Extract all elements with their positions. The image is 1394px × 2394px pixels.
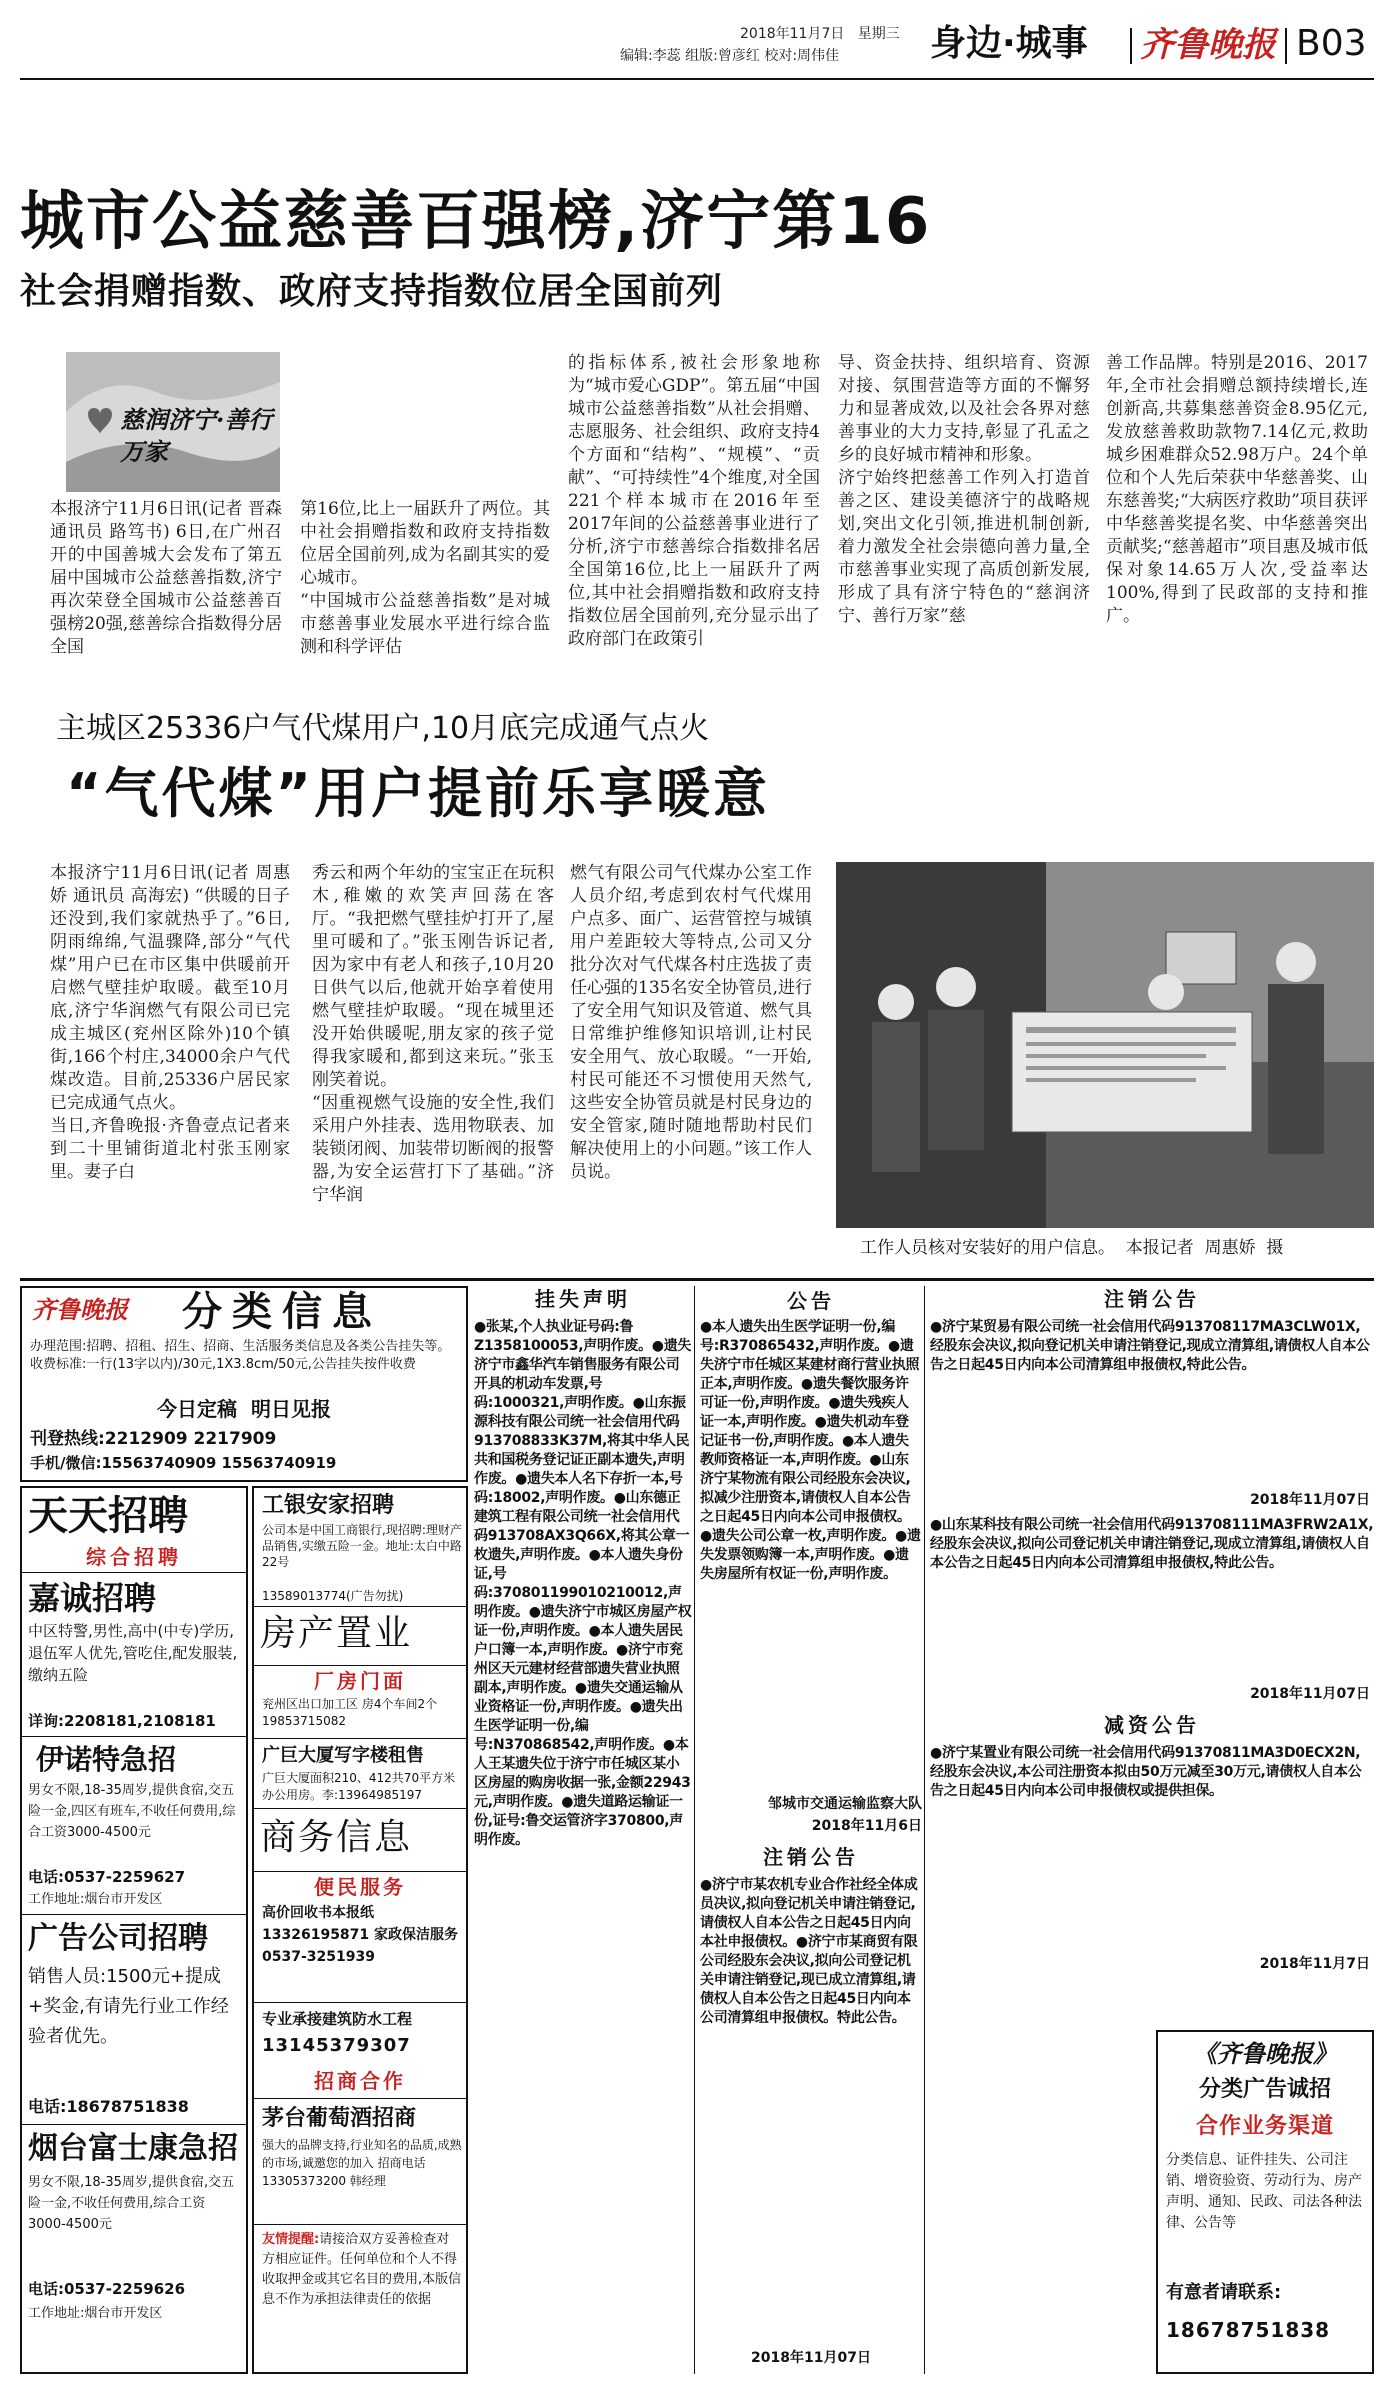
classified-top-rule: [20, 1278, 1374, 1281]
story2-col1: 本报济宁11月6日讯(记者 周惠娇 通讯员 高海宏) “供暖的日子还没到,我们家就热乎了。”6日,阴雨绵绵,气温骤降,部分“气代煤”用户已在市区集中供暖前开启燃气壁挂炉取暖。截至10月底,济宁华润燃气有限公司已完成主城区(兖州区除外)10个镇街,166个村庄,34000余户气代煤改造。目前,25336户居民家已完成通气点火。 当日,齐鲁晚报·齐鲁壹点记者来到二十里铺街道北村张玉刚家里。妻子白: [50, 863, 290, 1182]
ad-text-gongyin: 公司本是中国工商银行,现招聘:理财产品销售,实缴五险一金。地址:太白中路22号: [262, 1523, 462, 1569]
promo-text: 分类信息、证件挂失、公司注销、增资验资、劳动行为、房产声明、通知、民政、司法各种法律、公告等: [1166, 2152, 1362, 2231]
story2-kicker: 主城区25336户气代煤用户,10月底完成通气点火: [56, 711, 710, 746]
ad-tel-jiacheng: 详询:2208181,2108181: [28, 1712, 216, 1730]
ad-divider: [22, 1572, 246, 1573]
story2-photo: [836, 862, 1374, 1228]
ad-title-fangchan: 房产置业: [260, 1613, 413, 1654]
header-weekday: 星期三: [857, 26, 900, 42]
col4-text: ●本人遗失出生医学证明一份,编号:R370865432,声明作废。●遗失济宁市任城区某建材商行营业执照正本,声明作废。●遗失餐饮服务许可证一份,声明作废。●遗失残疾人证一本,声明作废。●遗失机动车登记证书一份,声明作废。●本人遗失教师资格证一本,声明作废。●山东济宁某物流有限公司经股东会决议,拟减少注册资本,请债权人自本公告之日起45日内向本公司申报债权。●遗失公司公章一枚,声明作废。●遗失发票领购簿一本,声明作废。●遗失房屋所有权证一份,声明作废。: [700, 1319, 921, 1582]
ad-text-yinuote: 男女不限,18-35周岁,提供食宿,交五险一金,四区有班车,不收任何费用,综合工资3000-4500元: [28, 1783, 236, 1840]
banner-text: 慈润济宁·善行万家: [120, 405, 273, 466]
ad-title-fangshui: 专业承接建筑防水工程: [262, 2010, 413, 2028]
classified-col3: [474, 1286, 692, 2374]
ad-title-gongyin: 工银安家招聘: [262, 1493, 395, 1518]
header-date-line: [740, 24, 900, 44]
classified-tagline: 今日定稿 明日见报: [157, 1397, 331, 1421]
ad-title-bianmin: 便民服务: [314, 1875, 406, 1899]
story1-col2: 第16位,比上一届跃升了两位。其中社会捐赠指数和政府支持指数位居全国前列,成为名副其实的爱心城市。 “中国城市公益慈善指数”是对城市慈善事业发展水平进行综合监测和科学评估: [300, 499, 550, 657]
col4-footer-date: 2018年11月6日: [811, 1818, 922, 1834]
col5-title: 注销公告: [1104, 1287, 1200, 1311]
ad-tel-yinuote: 电话:0537-2259627: [28, 1868, 186, 1886]
classified-header-box: [20, 1286, 468, 1482]
section-title: 身边·城事: [930, 23, 1088, 64]
header-divider-2: [1285, 28, 1287, 64]
header-date: 2018年11月7日: [740, 26, 845, 42]
classified-col1: [20, 1486, 248, 2374]
promo-phone: 18678751838: [1166, 2318, 1331, 2342]
ad-divider: [254, 2224, 466, 2225]
ad-addr-fushikang: 工作地址:烟台市开发区: [28, 2306, 163, 2321]
ad-title-fushikang: 烟台富士康急招: [28, 2131, 238, 2166]
header-editor-line: 编辑:李蕊 组版:曾彦红 校对:周伟佳: [620, 48, 840, 64]
classified-mobile: 手机/微信:15563740909 15563740919: [30, 1454, 337, 1472]
col-divider: [694, 1286, 695, 2374]
fangchan-section: [254, 1606, 466, 1666]
promo-sub: 分类广告诚招: [1198, 2076, 1331, 2102]
reminder-label: 友情提醒:: [262, 2232, 320, 2247]
ad-divider: [22, 1914, 246, 1915]
story1-col1: 本报济宁11月6日讯(记者 晋森 通讯员 路笃书) 6日,在广州召开的中国善城大会发布了第五届中国城市公益慈善指数,济宁再次荣登全国城市公益慈善百强榜20强,慈善综合指数得分居全国: [50, 499, 282, 657]
ad-sub-zonghe: 综合招聘: [86, 1545, 182, 1569]
col5-text: ●济宁某贸易有限公司统一社会信用代码913708117MA3CLW01X,经股东会决议,拟向登记机关申请注销登记,现成立清算组,请债权人自本公告之日起45日内向本公司清算组申报债权,特此公告。: [930, 1319, 1370, 1373]
col5-text2: ●山东某科技有限公司统一社会信用代码913708111MA3FRW2A1X,经股东会决议,拟向公司登记机关申请注销登记,现成立清算组,请债权人自本公告之日起45日内向本公司清算组申报债权,特此公告。: [930, 1517, 1374, 1571]
ad-tel-fushikang: 电话:0537-2259626: [28, 2280, 186, 2298]
paper-logo: 齐鲁晚报: [1140, 25, 1276, 65]
story1-col3: 的指标体系,被社会形象地称为“城市爱心GDP”。第五届“中国城市公益慈善指数”从社会捐赠、志愿服务、社会组织、政府支持4个方面和“结构”、“规模”、“贡献”、“可持续性”4个维度,对全国221个样本城市在2016年至2017年间的公益慈善事业进行了分析,济宁市慈善综合指数排名居全国第16位,比上一届跃升了两位,其中社会捐赠指数和政府支持指数位居全国前列,充分显示出了政府部门在政策引: [568, 353, 820, 649]
story1-title: 城市公益慈善百强榜,济宁第16: [20, 185, 932, 259]
ad-divider: [254, 2098, 466, 2099]
ad-title-jiacheng: 嘉诚招聘: [28, 1579, 157, 1617]
ad-text-bianmin: 高价回收书本报纸 13326195871 家政保洁服务 0537-3251939: [262, 1905, 459, 1965]
classified-hotline: 刊登热线:2212909 2217909: [30, 1429, 277, 1449]
story2-title: “气代煤”用户提前乐享暖意: [66, 762, 770, 825]
ad-title-tiantian: 天天招聘: [28, 1492, 188, 1539]
col5-title2: 减资公告: [1104, 1713, 1200, 1737]
col4-title: 公告: [787, 1289, 835, 1313]
page-number: B03: [1296, 23, 1367, 64]
col4-text2: ●济宁市某农机专业合作社经全体成员决议,拟向登记机关申请注销登记,请债权人自本公告之日起45日内向本社申报债权。●济宁市某商贸有限公司经股东会决议,拟向公司登记机关申请注销登记,现已成立清算组,请债权人自本公告之日起45日内向本公司清算组申报债权。特此公告。: [700, 1877, 918, 2026]
col4-notice-title: [700, 1288, 922, 1314]
col-divider: [924, 1286, 925, 2374]
ad-text-changfang: 兖州区出口加工区 房4个车间2个 19853715082: [262, 1697, 438, 1728]
ad-divider: [254, 1738, 466, 1739]
classified-logo: 齐鲁晚报: [32, 1295, 128, 1324]
story1-col5: 善工作品牌。特别是2016、2017年,全市社会捐赠总额持续增长,连创新高,共募集慈善资金8.95亿元,发放慈善救助款物7.14亿元,救助城乡困难群众52.98万户。24个单位和个人先后荣获中华慈善奖、山东慈善奖;“大病医疗救助”项目获评中华慈善奖提名奖、中华慈善突出贡献奖;“慈善超市”项目惠及城市低保对象14.65万人次,受益率达100%,得到了民政部的支持和推广。: [1106, 353, 1368, 626]
promo-box: [1156, 2030, 1374, 2374]
classified-intro: 办理范围:招聘、招租、招生、招商、生活服务类信息及各类公告挂失等。收费标准:一行(13字以内)/30元,1X3.8cm/50元,公告挂失按件收费: [30, 1339, 451, 1372]
story1-banner: [66, 352, 280, 492]
story2-photo-caption: 工作人员核对安装好的用户信息。 本报记者 周惠娇 摄: [860, 1238, 1284, 1258]
col5-text3: ●济宁某置业有限公司统一社会信用代码91370811MA3D0ECX2N,经股东会决议,本公司注册资本拟由50万元减至30万元,请债权人自本公告之日起45日内向本公司申报债权或提供担保。: [930, 1745, 1362, 1799]
classified-col2: [252, 1486, 468, 2374]
ad-title-yinuote: 伊诺特急招: [36, 1743, 177, 1776]
classified-title: 分类信息: [182, 1288, 382, 1335]
ad-text-guangju: 广巨大厦面积210、412共70平方米办公用房。李:13964985197: [262, 1771, 456, 1802]
promo-contact: 有意者请联系:: [1166, 2282, 1282, 2303]
ad-title-guangju: 广巨大厦写字楼租售: [262, 1745, 424, 1766]
col5-date3: 2018年11月7日: [1259, 1956, 1370, 1972]
ad-text-maotai: 强大的品牌支持,行业知名的品质,成熟的市场,诚邀您的加入 招商电话13305373200 韩经理: [262, 2138, 462, 2188]
col3-title: 挂失声明: [535, 1287, 631, 1311]
header-divider: [1130, 28, 1132, 64]
col5-date: 2018年11月07日: [1250, 1492, 1370, 1508]
ad-friendly-reminder: [262, 2230, 462, 2310]
classified-col4: [700, 1286, 922, 2374]
story2-col2: 秀云和两个年幼的宝宝正在玩积木,稚嫩的欢笑声回荡在客厅。“我把燃气壁挂炉打开了,屋里可暖和了。”张玉刚告诉记者,因为家中有老人和孩子,10月20日供气以后,他就开始享着使用燃气壁挂炉取暖。“现在城里还没开始供暖呢,朋友家的孩子觉得我家暖和,都到这来玩。”张玉刚笑着说。 “因重视燃气设施的安全性,我们采用户外挂表、选用物联表、加装锁闭阀、加装带切断阀的报警器,为安全运营打下了基础。”济宁华润: [312, 863, 554, 1205]
col5-date2: 2018年11月07日: [1250, 1686, 1370, 1702]
shangwu-section: [254, 1808, 466, 1872]
promo-red: 合作业务渠道: [1195, 2114, 1334, 2139]
reminder-text: 请接洽双方妥善检查对方相应证件。任何单位和个人不得收取押金或其它名目的费用,本版信息不作为承担法律责任的依据: [262, 2232, 462, 2307]
ad-tel-gongyin: 13589013774(广告勿扰): [262, 1589, 404, 1603]
ad-divider: [254, 2002, 466, 2003]
ad-divider: [22, 1736, 246, 1737]
col3-text: ●张某,个人执业证号码:鲁Z1358100053,声明作废。●遗失济宁市鑫华汽车销售服务有限公司开具的机动车发票,号码:1000321,声明作废。●山东振源科技有限公司统一社会信用代码913708833K37M,将其中华人民共和国税务登记证正副本遗失,声明作废。●遗失本人名下存折一本,号码:18002,声明作废。●山东德正建筑工程有限公司统一社会信用代码913708AX3Q66X,将其公章一枚遗失,声明作废。●本人遗失身份证,号码:370801199010210012,声明作废。●遗失济宁市城区房屋产权证一份,声明作废。●本人遗失居民户口簿一本,声明作废。●济宁市兖州区天元建材经营部遗失营业执照副本,声明作废。●遗失交通运输从业资格证一份,声明作废。●遗失出生医学证明一份,编号:N370868542,声明作废。●本人王某遗失位于济宁市任城区某小区房屋的购房收据一张,金额22943元,声明作废。●遗失道路运输证一份,证号:鲁交运管济字370800,声明作废。: [474, 1319, 692, 1848]
col4-title2: 注销公告: [763, 1845, 859, 1869]
ad-text-fushikang: 男女不限,18-35周岁,提供食宿,交五险一金,不收任何费用,综合工资3000-4500元: [28, 2175, 235, 2232]
story1-subtitle: 社会捐赠指数、政府支持指数位居全国前列: [20, 271, 724, 312]
ad-title-guanggao: 广告公司招聘: [28, 1921, 208, 1956]
ad-title-shangwu: 商务信息: [260, 1817, 413, 1858]
promo-title: 《齐鲁晚报》: [1193, 2039, 1337, 2068]
ad-text-guanggao: 销售人员:1500元+提成+奖金,有请先行业工作经验者优先。: [28, 1966, 229, 2047]
ad-addr-yinuote: 工作地址:烟台市开发区: [28, 1892, 163, 1907]
col4-date2: 2018年11月07日: [751, 2350, 871, 2366]
ad-divider: [22, 2124, 246, 2125]
story2-col3: 燃气有限公司气代煤办公室工作人员介绍,考虑到农村气代煤用户点多、面广、运营管控与城镇用户差距较大等特点,公司又分批分次对气代煤各村庄选拔了责任心强的135名安全协管员,进行了安全用气知识及管道、燃气具日常维护维修知识培训,让村民安全用气、放心取暖。“一开始,村民可能还不习惯使用天然气,这些安全协管员就是村民身边的安全管家,随时随地帮助村民们解决使用上的小问题。”该工作人员说。: [570, 863, 812, 1182]
ad-title-changfang: 厂房门面: [314, 1669, 406, 1693]
ad-title-zhaoshang: 招商合作: [314, 2069, 406, 2093]
classified-col5: [930, 1286, 1374, 2026]
workers-photo: [836, 862, 1374, 1228]
col4-footer: 邹城市交通运输监察大队: [768, 1796, 922, 1812]
ad-tel-fangshui: 13145379307: [262, 2035, 411, 2056]
ad-tel-guanggao: 电话:18678751838: [28, 2097, 189, 2116]
header-rule: [20, 78, 1374, 80]
ad-title-maotai: 茅台葡萄酒招商: [262, 2105, 417, 2131]
ad-text-jiacheng: 中区特警,男性,高中(中专)学历,退伍军人优先,管吃住,配发服装,缴纳五险: [28, 1622, 238, 1684]
story1-col4: 导、资金扶持、组织培育、资源对接、氛围营造等方面的不懈努力和显著成效,以及社会各界对慈善事业的大力支持,彰显了孔孟之乡的良好城市精神和形象。 济宁始终把慈善工作列入打造首善之区、建设美德济宁的战略规划,突出文化引领,推进机制创新,着力激发全社会崇德向善力量,全市慈善事业实现了高质创新发展,形成了具有济宁特色的“慈润济宁、善行万家”慈: [838, 353, 1090, 626]
